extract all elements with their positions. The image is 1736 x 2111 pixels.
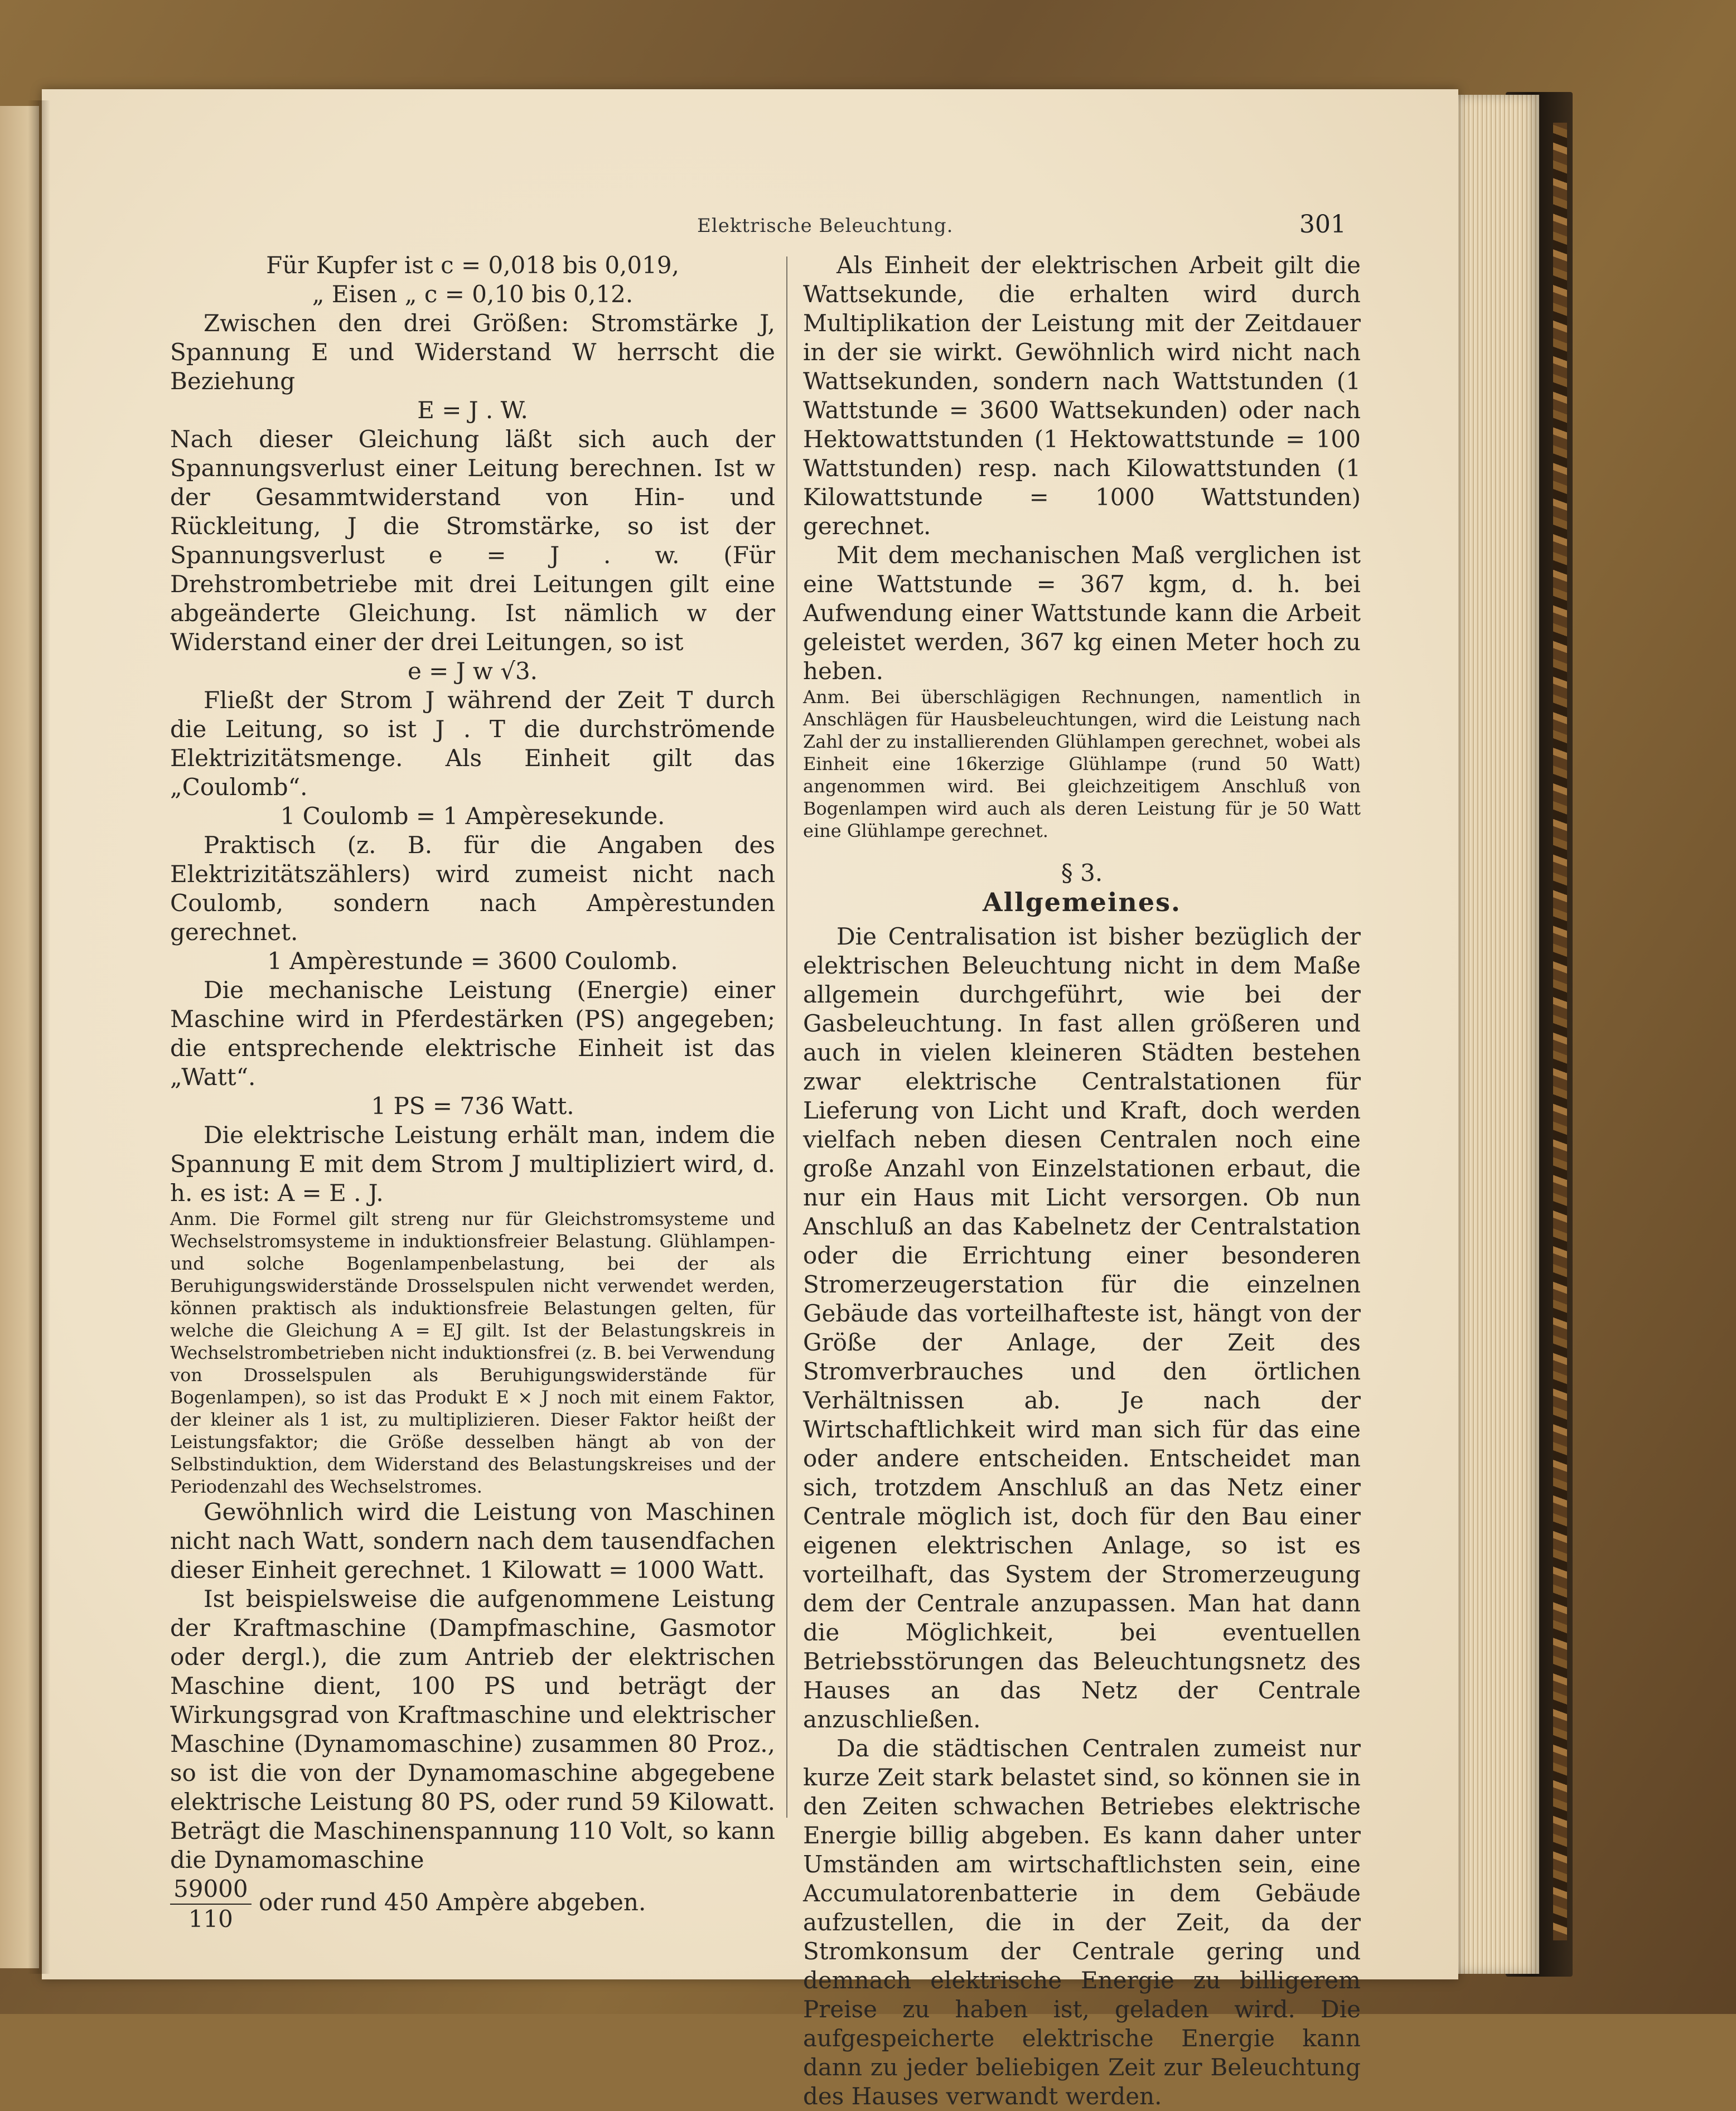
paragraph: e = J w √3. <box>407 657 538 685</box>
paragraph: E = J . W. <box>417 396 528 424</box>
page-stack-edge <box>1444 95 1539 1974</box>
paragraph: Zwischen den drei Größen: Stromstärke J, Spannung E und Widerstand W herrscht die Beziehung <box>170 309 775 395</box>
fraction-numerator: 59000 <box>170 1875 252 1905</box>
fraction <box>170 1875 252 1934</box>
book-page <box>42 89 1458 2110</box>
paragraph: Die elektrische Leistung erhält man, indem die Spannung E mit dem Strom J multipliziert wird, d. h. es ist: A = E . J. <box>170 1121 775 1207</box>
paragraph: Für Kupfer ist c = 0,018 bis 0,019, <box>266 251 679 279</box>
fraction-suffix: oder rund 450 Ampère abgeben. <box>251 1889 646 1916</box>
paragraph: Mit dem mechanischen Maß verglichen ist eine Wattstunde = 367 kgm, d. h. bei Aufwendung einer Wattstunde kann die Arbeit geleistet werden, 367 kg einen Meter hoch zu heben. <box>803 541 1361 685</box>
paragraph: Fließt der Strom J während der Zeit T durch die Leitung, so ist J . T die durchströmende Elektrizitätsmenge. Als Einheit gilt das „Coulomb“. <box>170 686 775 801</box>
fraction-line <box>170 1875 775 1934</box>
right-column <box>803 251 1361 2111</box>
spine-shadow <box>28 100 50 1974</box>
running-title: Elektrische Beleuchtung. <box>697 215 954 237</box>
paragraph: Ist beispielsweise die aufgenommene Leistung der Kraftmaschine (Dampfmaschine, Gasmotor oder dergl.), die zum Antrieb der elektrischen Maschine dient, 100 PS und beträgt der Wirkungsgrad von Kraftmaschine und elektrischer Maschine (Dynamomaschine) zusammen 80 Proz., so ist die von der Dynamomaschine abgegebene elektrische Leistung 80 PS, oder rund 59 Kilowatt. Beträgt die Maschinenspannung 110 Volt, so kann die Dynamomaschine <box>170 1585 775 1873</box>
paragraph: 1 PS = 736 Watt. <box>371 1092 574 1120</box>
paragraph: 1 Coulomb = 1 Ampèresekunde. <box>280 802 665 830</box>
paragraph: Als Einheit der elektrischen Arbeit gilt die Wattsekunde, die erhalten wird durch Multiplikation der Leistung mit der Zeitdauer in der sie wirkt. Gewöhnlich wird nicht nach Wattsekunden, sondern nach Wattstunden (1 Wattstunde = 3600 Wattsekunden) oder nach Hektowattstunden (1 Hektowattstunde = 100 Wattstunden) resp. nach Kilowattstunden (1 Kilowattstunde = 1000 Wattstunden) gerechnet. <box>803 251 1361 540</box>
paragraph: Da die städtischen Centralen zumeist nur kurze Zeit stark belastet sind, so können sie in den Zeiten schwachen Betriebes elektrische Energie billig abgeben. Es kann daher unter Umständen am wirtschaftlichsten sein, eine Accumulatorenbatterie in dem Gebäude aufzustellen, die in der Zeit, da der Stromkonsum der Centrale gering und demnach elektrische Energie zu billigerem Preise zu haben ist, geladen wird. Die aufgespeicherte elektrische Energie kann dann zu jeder beliebigen Zeit zur Beleuchtung des Hauses verwandt werden. <box>803 1735 1361 2110</box>
paragraph: Die Centralisation ist bisher bezüglich der elektrischen Beleuchtung nicht in dem Maße allgemein durchgeführt, wie bei der Gasbeleuchtung. In fast allen größeren und auch in vielen kleineren Städten bestehen zwar elektrische Centralstationen für Lieferung von Licht und Kraft, doch werden vielfach neben diesen Centralen noch eine große Anzahl von Einzelstationen erbaut, die nur ein Haus mit Licht versorgen. Ob nun Anschluß an das Kabelnetz der Centralstation oder die Errichtung einer besonderen Stromerzeugerstation für die einzelnen Gebäude das vorteilhafteste ist, hängt von der Größe der Anlage, der Zeit des Stromverbrauches und den örtlichen Verhältnissen ab. Je nach der Wirtschaftlichkeit wird man sich für das eine oder andere entscheiden. Entscheidet man sich, trotzdem Anschluß an das Netz einer Centrale möglich ist, doch für den Bau einer eigenen elektrischen Anlage, so ist es vorteilhaft, das System der Stromerzeugung dem der Centrale anzupassen. Man hat dann die Möglichkeit, bei eventuellen Betriebsstörungen das Beleuchtungsnetz des Hauses an das Netz der Centrale anzuschließen. <box>803 923 1361 1733</box>
paragraph: Nach dieser Gleichung läßt sich auch der Spannungsverlust einer Leitung berechnen. Ist w der Gesammtwiderstand von Hin- und Rückleitung, J die Stromstärke, so ist der Spannungsverlust e = J . w. (Für Drehstrombetriebe mit drei Leitungen gilt eine abgeänderte Gleichung. Ist nämlich w der Widerstand einer der drei Leitungen, so ist <box>170 425 775 656</box>
page-header <box>42 210 1458 248</box>
marbled-edge <box>1553 123 1567 1940</box>
section-heading: Allgemeines. <box>982 887 1182 917</box>
fraction-denominator: 110 <box>188 1905 233 1933</box>
paragraph: Praktisch (z. B. für die Angaben des Elektrizitätszählers) wird zumeist nicht nach Coulomb, sondern nach Ampèrestunden gerechnet. <box>170 831 775 946</box>
footnote: Anm. Die Formel gilt streng nur für Gleichstromsysteme und Wechselstromsysteme in induktionsfreier Belastung. Glühlampen- und solche Bogenlampenbelastung, bei der als Beruhigungswiderstände Drosselspulen nicht verwendet werden, können praktisch als induktionsfreie Belastungen gelten, für welche die Gleichung A = EJ gilt. Ist der Belastungskreis in Wechselstrombetrieben nicht induktionsfrei (z. B. bei Verwendung von Drosselspulen als Beruhigungswiderstände für Bogenlampen), so ist das Produkt E × J noch mit einem Faktor, der kleiner als 1 ist, zu multiplizieren. Dieser Faktor heißt der Leistungsfaktor; die Größe desselben hängt ab von der Selbstinduktion, dem Widerstand des Belastungskreises und der Periodenzahl des Wechselstromes. <box>170 1208 775 1497</box>
page-number: 301 <box>1299 210 1346 239</box>
footnote: Anm. Bei überschlägigen Rechnungen, namentlich in Anschlägen für Hausbeleuchtungen, wird die Leistung nach Zahl der zu installierenden Glühlampen gerechnet, wobei als Einheit eine 16kerzige Glühlampe (rund 50 Watt) angenommen wird. Bei gleichzeitigem Anschluß von Bogenlampen wird auch als deren Leistung für je 50 Watt eine Glühlampe gerechnet. <box>803 686 1361 841</box>
section-heading: § 3. <box>1061 859 1103 887</box>
paragraph: „ Eisen „ c = 0,10 bis 0,12. <box>312 280 634 308</box>
left-column <box>170 251 775 1934</box>
paragraph: Die mechanische Leistung (Energie) einer Maschine wird in Pferdestärken (PS) angegeben; die entsprechende elektrische Einheit ist das „Watt“. <box>170 976 775 1091</box>
paragraph: Gewöhnlich wird die Leistung von Maschinen nicht nach Watt, sondern nach dem tausendfachen dieser Einheit gerechnet. 1 Kilowatt = 1000 Watt. <box>170 1498 775 1584</box>
column-rule <box>786 256 787 1818</box>
paragraph: 1 Ampèrestunde = 3600 Coulomb. <box>267 947 678 975</box>
